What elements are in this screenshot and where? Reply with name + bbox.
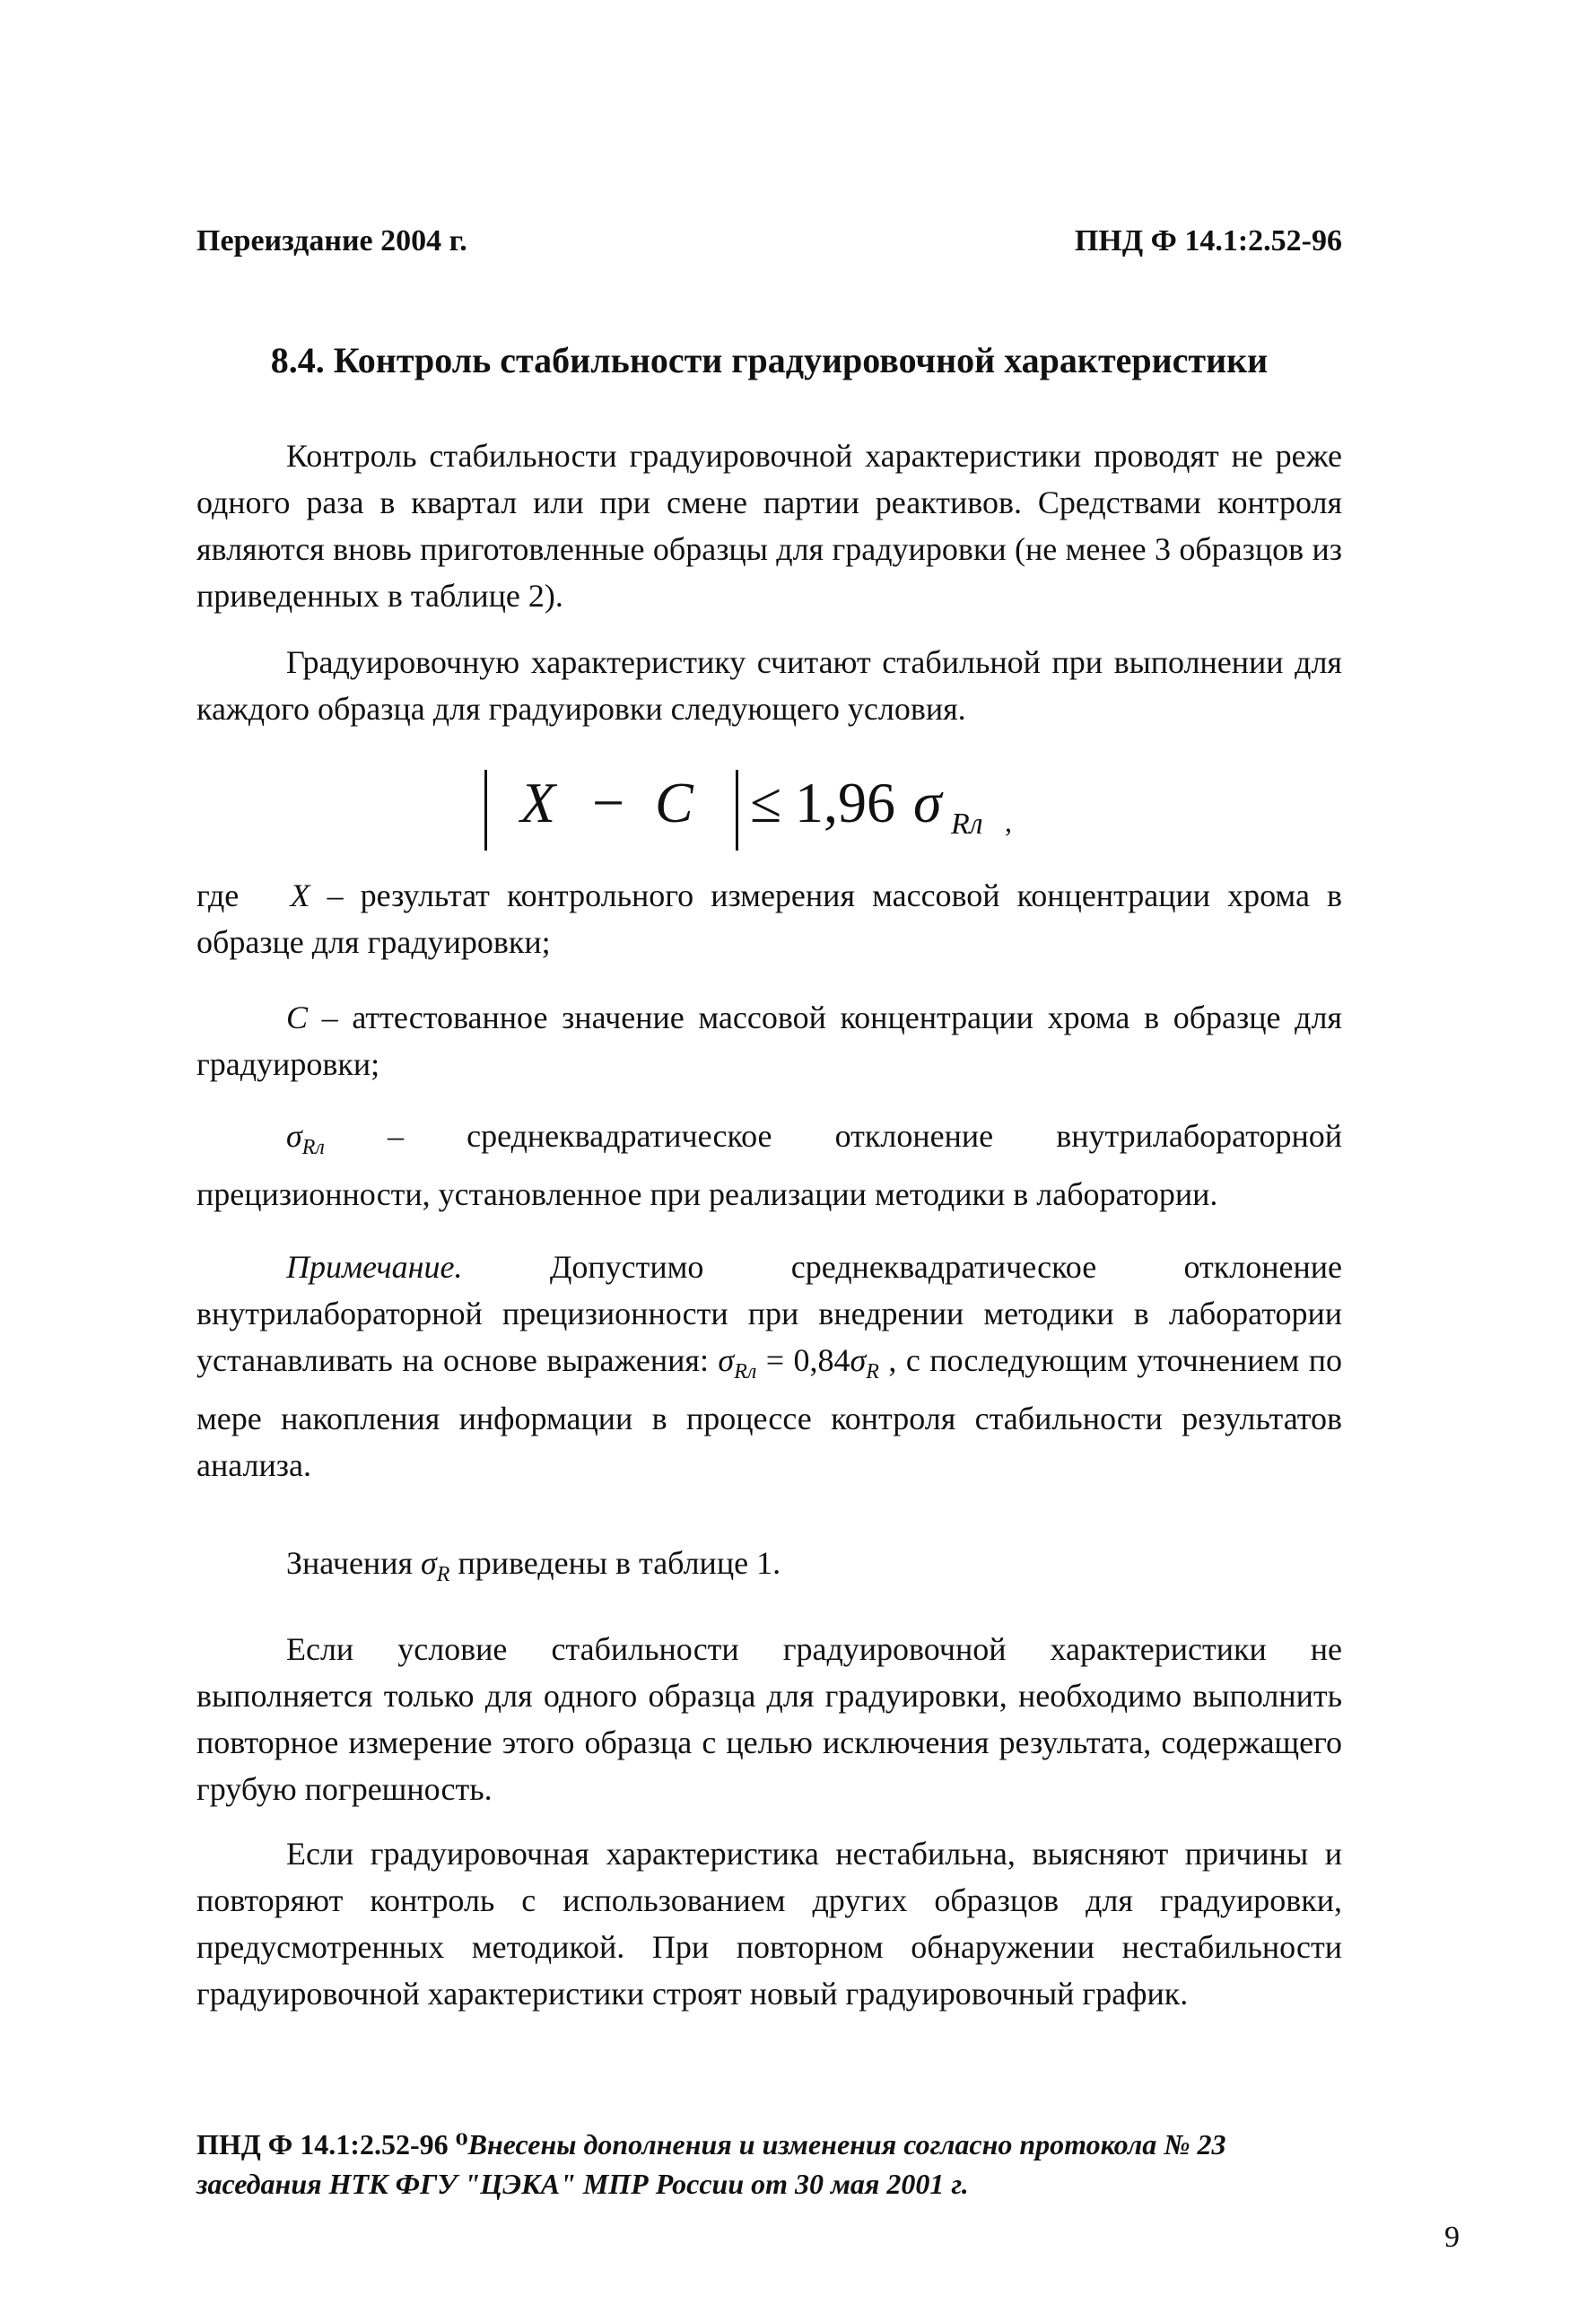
paragraph-text: Градуировочную характеристику считают стабильной при выполнении для каждого образца для градуировки следующего условия. [196, 644, 1342, 727]
section-title: 8.4. Контроль стабильности градуировочной характеристики [270, 340, 1269, 380]
sigma-subscript: Rл [301, 1136, 325, 1159]
page-number: 9 [1444, 2221, 1460, 2254]
note-text-before: Допустимо среднеквадратическое отклонение внутрилабораторной прецизионности при внедрении методики в лаборатории устанавливать на основе выражения: [196, 1249, 1342, 1378]
paragraph-text: Если условие стабильности градуировочной характеристики не выполняется только для одного образца для градуировки, необходимо выполнить повторное измерение этого образца с целью исключения результата, содержащего грубую погрешность. [196, 1631, 1342, 1807]
abs-bar-right [736, 770, 738, 851]
definition-sigma [196, 1113, 1342, 1218]
definition-x [196, 872, 1342, 965]
formula-sigma: σ [913, 771, 942, 834]
values-sigma: σ [421, 1545, 437, 1581]
note-sub-1: Rл [734, 1360, 757, 1384]
header-left: Переиздание 2004 г. [196, 224, 467, 258]
note-text-after: , с последующим уточнением по мере накопления информации в процессе контроля стабильности результатов анализа. [196, 1342, 1342, 1483]
values-line [196, 1540, 1342, 1598]
c-symbol: C [286, 1000, 309, 1035]
paragraph-control-frequency [196, 432, 1342, 619]
definition-c [196, 994, 1342, 1087]
formula-le: ≤ [750, 771, 782, 834]
x-definition: – результат контрольного измерения массовой концентрации хрома в образце для градуировки; [196, 877, 1342, 960]
paragraph-text: Контроль стабильности градуировочной характеристики проводят не реже одного раза в квартал или при смене партии реактивов. Средствами контроля являются вновь приготовленные образцы для градуировки (не менее 3 образцов из приведенных в таблице 2). [196, 438, 1342, 614]
values-before: Значения [286, 1545, 422, 1581]
formula-c: C [655, 771, 693, 834]
x-symbol: X [290, 877, 310, 913]
where-word: где [196, 877, 240, 913]
c-definition: – аттестованное значение массовой концентрации хрома в образце для градуировки; [196, 1000, 1342, 1082]
paragraph-single-sample [196, 1626, 1342, 1812]
sigma-symbol: σ [286, 1118, 302, 1154]
sigma-definition: – среднеквадратическое отклонение внутрилабораторной прецизионности, установленное при реализации методики в лаборатории. [196, 1118, 1342, 1212]
stability-formula [484, 770, 1023, 860]
note-sigma-2: σ [850, 1342, 867, 1378]
paragraph-text: Если градуировочная характеристика нестабильна, выясняют причины и повторяют контроль с использованием других образцов для градуировки, предусмотренных методикой. При повторном обнаружении нестабильности градуировочной характеристики строят новый градуировочный график. [196, 1836, 1342, 2012]
abs-bar-left [484, 770, 487, 851]
footer-text: Внесены дополнения и изменения согласно протокола № 23 заседания НТК ФГУ "ЦЭКА" МПР России от 30 мая 2001 г. [196, 2128, 1226, 2200]
formula-minus: − [592, 771, 625, 834]
note-eq: = 0,84 [756, 1342, 850, 1378]
header-right: ПНД Ф 14.1:2.52-96 [1074, 224, 1342, 258]
note-sub-2: R [866, 1360, 879, 1384]
footer-mark: ⁰ [455, 2128, 468, 2161]
footer-code: ПНД Ф 14.1:2.52-96 [196, 2128, 449, 2161]
values-after: приведены в таблице 1. [449, 1545, 781, 1581]
note-sigma-1: σ [718, 1342, 735, 1378]
values-sub: R [436, 1563, 450, 1586]
formula-sigma-subscript: Rл [951, 807, 983, 841]
paragraph-stability-condition [196, 639, 1342, 732]
note-label: Примечание. [286, 1249, 463, 1285]
footer-note [196, 2125, 1342, 2204]
formula-value: 1,96 [795, 771, 895, 834]
formula-comma: , [1005, 806, 1012, 838]
paragraph-unstable [196, 1830, 1342, 2017]
note-paragraph [196, 1244, 1342, 1488]
formula-x: X [520, 771, 556, 834]
